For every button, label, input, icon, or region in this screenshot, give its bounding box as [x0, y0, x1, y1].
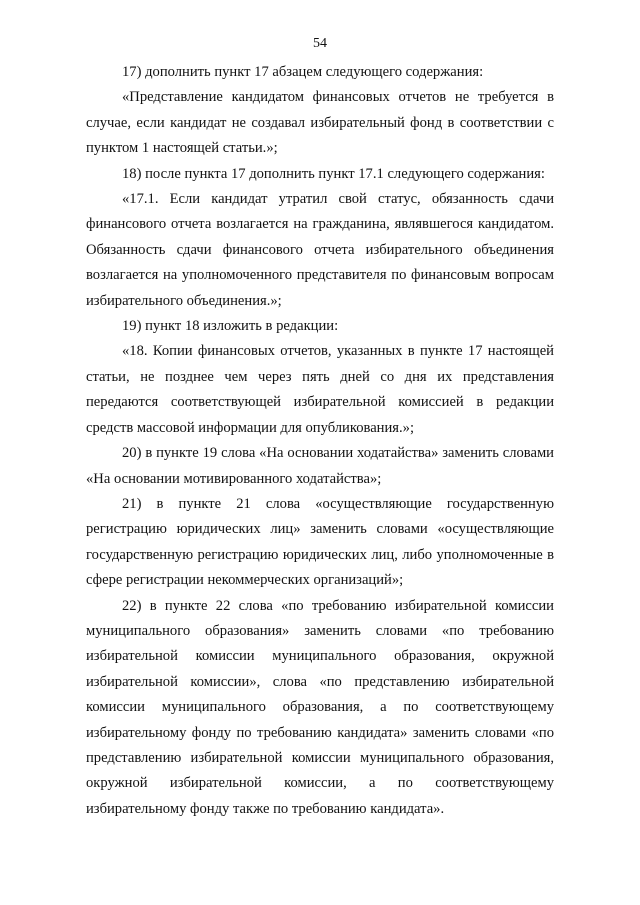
- paragraph-item-20: 20) в пункте 19 слова «На основании ходатайства» заменить словами «На основании мотивированного ходатайства»;: [86, 445, 554, 487]
- paragraph-item-19: 19) пункт 18 изложить в редакции:: [122, 318, 339, 335]
- paragraph-quote-18: «18. Копии финансовых отчетов, указанных в пункте 17 настоящей статьи, не позднее чем через пять дней со дня их представления передаются соответствующей избирательной комиссией в редакции средств массовой информации для опубликования.»;: [86, 343, 554, 436]
- paragraph-item-18: 18) после пункта 17 дополнить пункт 17.1 следующего содержания:: [122, 165, 545, 182]
- document-body: [86, 60, 554, 822]
- page-number: 54: [313, 36, 327, 51]
- paragraph-item-17: 17) дополнить пункт 17 абзацем следующего содержания:: [122, 64, 484, 80]
- paragraph-quote-17-1: «17.1. Если кандидат утратил свой статус, обязанность сдачи финансового отчета возлагается на гражданина, являвшегося кандидатом. Обязанность сдачи финансового отчета избирательного объединения возлагается на уполномоченного представителя по финансовым вопросам избирательного объединения.»;: [86, 191, 554, 309]
- paragraph-quote-17: «Представление кандидатом финансовых отчетов не требуется в случае, если кандидат не создавал избирательный фонд в соответствии с пунктом 1 настоящей статьи.»;: [86, 89, 554, 157]
- paragraph-item-21: 21) в пункте 21 слова «осуществляющие государственную регистрацию юридических лиц» заменить словами «осуществляющие государственную регистрацию юридических лиц, либо уполномоченные в сфере регистрации некоммерческих организаций»;: [86, 495, 554, 589]
- paragraph-item-22: 22) в пункте 22 слова «по требованию избирательной комиссии муниципального образования» заменить словами «по требованию избирательной комиссии муниципального образования, окружной избирательной комиссии», слова «по представлению избирательной комиссии муниципального образования, а по соответствующему избирательному фонду по требованию кандидата» заменить словами «по представлению избирательной комиссии муниципального образования, окружной избирательной комиссии, а по соответствующему избирательному фонду также по требованию кандидата».: [86, 597, 554, 817]
